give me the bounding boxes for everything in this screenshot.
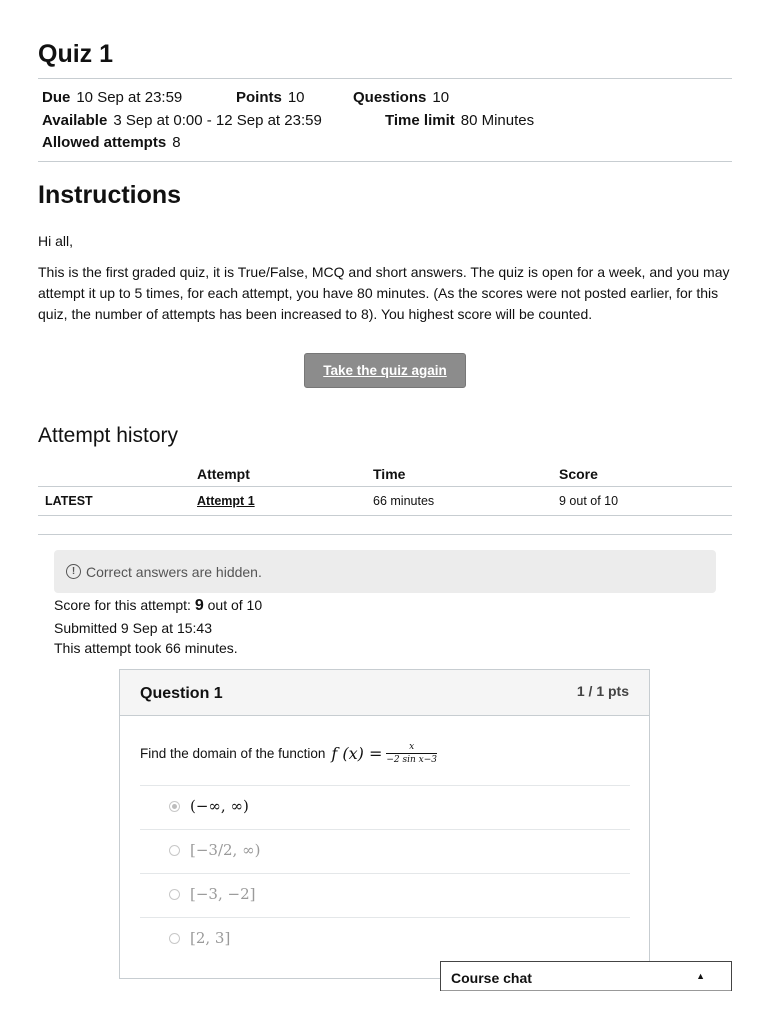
attempt-score-line xyxy=(54,597,262,615)
formula-numerator: x xyxy=(409,742,415,752)
question-card xyxy=(119,669,650,979)
questions-value: 10 xyxy=(432,89,450,106)
course-chat-bar[interactable] xyxy=(440,961,732,991)
divider xyxy=(38,78,732,79)
radio-icon[interactable] xyxy=(169,933,180,944)
option-text: [2, 3] xyxy=(190,929,231,947)
course-chat-label: Course chat xyxy=(451,970,532,986)
formula-denominator: −2 sin x−3 xyxy=(386,755,438,765)
take-quiz-again-button[interactable]: Take the quiz again xyxy=(304,353,466,388)
table-header-divider xyxy=(38,486,732,487)
attempt-link[interactable]: Attempt 1 xyxy=(197,494,255,508)
available-label: Available xyxy=(42,112,108,129)
radio-icon[interactable] xyxy=(169,845,180,856)
table-row-divider xyxy=(38,515,732,516)
submitted-line: Submitted 9 Sep at 15:43 xyxy=(54,620,212,636)
answer-option[interactable] xyxy=(140,917,630,961)
available-field xyxy=(42,112,322,129)
divider xyxy=(38,534,732,535)
allowed-attempts-field xyxy=(42,134,181,151)
option-text: (−∞, ∞) xyxy=(190,797,249,815)
attempt-duration-line: This attempt took 66 minutes. xyxy=(54,640,238,656)
column-header-time: Time xyxy=(373,466,406,482)
column-header-attempt: Attempt xyxy=(197,466,250,482)
attempt-time: 66 minutes xyxy=(373,494,435,508)
points-field xyxy=(236,89,305,106)
answer-option[interactable] xyxy=(140,873,630,917)
points-value: 10 xyxy=(287,89,305,106)
time-limit-value: 80 Minutes xyxy=(460,112,535,129)
page-title: Quiz 1 xyxy=(38,40,114,68)
instructions-body: This is the first graded quiz, it is True/False, MCQ and short answers. The quiz is open for a week, and you may attempt it up to 5 times, for each attempt, you have 80 minutes. (As the scores were not posted earlier, for this quiz, the number of attempts has been increased to 8). You highest score will be counted. xyxy=(38,264,730,322)
due-label: Due xyxy=(42,89,71,106)
column-header-score: Score xyxy=(559,466,598,482)
radio-icon[interactable] xyxy=(169,889,180,900)
due-value: 10 Sep at 23:59 xyxy=(76,89,183,106)
attempt-history-heading: Attempt history xyxy=(38,424,179,447)
answers-hidden-notice xyxy=(54,550,716,593)
allowed-attempts-value: 8 xyxy=(172,134,181,151)
due-field xyxy=(42,89,182,106)
instructions-greeting: Hi all, xyxy=(38,233,74,249)
question-title: Question 1 xyxy=(140,685,223,702)
score-value: 9 xyxy=(194,597,204,614)
option-text: [−3/2, ∞) xyxy=(190,841,261,859)
questions-field xyxy=(353,89,449,106)
divider xyxy=(38,161,732,162)
score-suffix: out of 10 xyxy=(207,597,263,613)
prompt-text: Find the domain of the function xyxy=(140,746,326,761)
points-label: Points xyxy=(236,89,282,106)
latest-tag: LATEST xyxy=(45,494,93,508)
info-icon: ! xyxy=(66,564,81,579)
attempt-score: 9 out of 10 xyxy=(559,494,619,508)
time-limit-label: Time limit xyxy=(385,112,455,129)
notice-text: Correct answers are hidden. xyxy=(86,563,262,580)
questions-label: Questions xyxy=(353,89,427,106)
score-prefix: Score for this attempt: xyxy=(54,597,191,613)
fraction-bar xyxy=(386,753,437,754)
answer-option[interactable] xyxy=(140,829,630,873)
question-header xyxy=(120,670,649,716)
question-points: 1 / 1 pts xyxy=(576,683,629,699)
question-prompt xyxy=(140,742,437,765)
allowed-attempts-label: Allowed attempts xyxy=(42,134,167,151)
instructions-heading: Instructions xyxy=(38,181,182,209)
formula-fraction xyxy=(386,742,437,765)
time-limit-field xyxy=(385,112,534,129)
available-value: 3 Sep at 0:00 - 12 Sep at 23:59 xyxy=(113,112,322,129)
chat-underline xyxy=(441,990,731,991)
answer-option[interactable] xyxy=(140,785,630,829)
option-text: [−3, −2] xyxy=(190,885,256,903)
formula-lhs: f (x) = xyxy=(331,744,383,763)
caret-up-icon[interactable]: ▲ xyxy=(696,971,705,981)
radio-selected-icon[interactable] xyxy=(169,801,180,812)
